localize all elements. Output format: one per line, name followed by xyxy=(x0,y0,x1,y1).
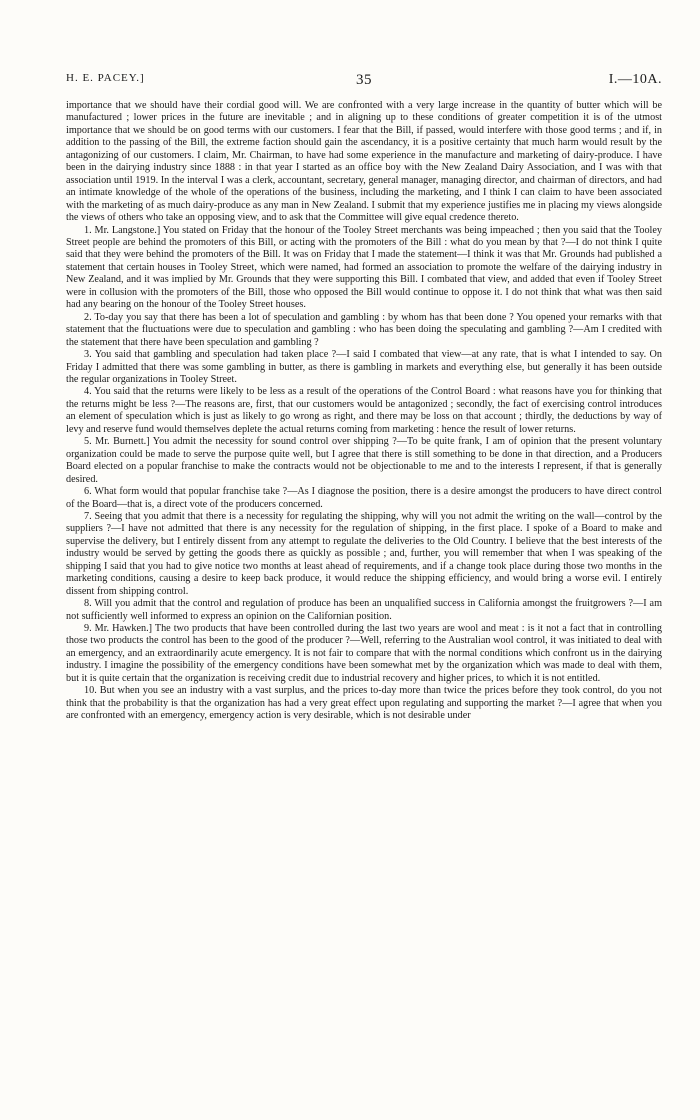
page-number: 35 xyxy=(356,72,372,88)
question-2: 2. To-day you say that there has been a lot of speculation and gambling : by whom has that been done ? You opened your remarks with that statement that the fluctuations were due to speculation and gambling : who has been doing the speculating and gambling ?—Am I credited with the statement that there have been speculation and gambling ? xyxy=(66,311,662,348)
paragraph-continuation: importance that we should have their cordial good will. We are confronted with a very large increase in the quantity of butter which will be manufactured ; lower prices in the future are inevitable ; and in aligning up to these conditions of greater competition it is of the utmost importance that we should be on good terms with our customers. I fear that the Bill, if passed, would interfere with those good terms ; and if, in addition to the passing of the Bill, the extreme faction should gain the ascendancy, it is a positive certainty that much harm would result by the antagonizing of our customers. I claim, Mr. Chairman, to have had some experience in the manufacture and marketing of dairy-produce. I have been in the dairying industry since 1888 : in that year I started as an office boy with the New Zealand Dairy Association, and I was with that association until 1919. In the interval I was a clerk, accountant, secretary, general manager, managing director, and chairman of directors, and had an intimate knowledge of the whole of the operations of the business, including the marketing, and I think I can claim to have been associated with the marketing of as much dairy-produce as any man in New Zealand. I submit that my experience justifies me in placing my views alongside the views of others who take an opposing view, and to ask that the Committee will give equal credence thereto. xyxy=(66,100,662,224)
header-witness-name: H. E. PACEY.] xyxy=(66,72,145,84)
question-8: 8. Will you admit that the control and regulation of produce has been an unqualified success in California amongst the fruitgrowers ?—I am not sufficiently well informed to express an opinion on the Californian position. xyxy=(66,598,662,622)
question-4: 4. You said that the returns were likely to be less as a result of the operations of the Control Board : what reasons have you for thinking that the returns might be less ?—The reasons are, first, that our customers would be antagonized ; secondly, the fact of exercising control introduces an element of speculation which is just as likely to go wrong as right, and there may be loss on that account ; thirdly, the deductions by way of levy and reserve fund would themselves deplete the actual returns coming from marketing : hence the result of lower returns. xyxy=(66,386,662,435)
question-1: 1. Mr. Langstone.] You stated on Friday that the honour of the Tooley Street merchants was being impeached ; then you said that the Tooley Street people are behind the promoters of this Bill, or acting with the promoters of the Bill : what do you mean by that ?—I do not think I quite said that they were behind the promoters of the Bill. It was on Friday that I made the statement—I think it was that Mr. Grounds had published a statement that certain houses in Tooley Street, which were named, had formed an association to promote the welfare of the dairying industry in New Zealand, and it was implied by Mr. Grounds that they were supporting this Bill. I combated that view, and added that even if Tooley Street were in collusion with the promoters of the Bill, those who opposed the Bill would continue to oppose it. I do not think that what was then said had any bearing on the honour of the Tooley Street houses. xyxy=(66,224,662,311)
question-3: 3. You said that gambling and speculation had taken place ?—I said I combated that view—at any rate, that is what I intended to say. On Friday I admitted that there was some gambling in butter, as there is gambling in markets and everything else, but generally it has been outside the regular organizations in Tooley Street. xyxy=(66,349,662,385)
page-body xyxy=(66,100,662,723)
question-9: 9. Mr. Hawken.] The two products that have been controlled during the last two years are wool and meat : is it not a fact that in controlling those two products the control has been to the good of the producer ?—Well, referring to the Australian wool control, it was initiated to deal with an emergency, and an extraordinarily acute emergency. It is not fair to compare that with the normal conditions which confront us in the dairying industry. I imagine the possibility of the emergency conditions have been somewhat met by the organization which was made to deal with them, but it is quite certain that the organization is receiving credit due to industrial recovery and higher prices, to which it is not entitled. xyxy=(66,623,662,684)
page-header xyxy=(66,72,662,92)
question-6: 6. What form would that popular franchise take ?—As I diagnose the position, there is a desire amongst the producers to have direct control of the Board—that is, a direct vote of the producers concerned. xyxy=(66,486,662,510)
question-10: 10. But when you see an industry with a vast surplus, and the prices to-day more than twice the prices before they took control, do you not think that the probability is that the organization has had a very great effect upon regulating and supporting the market ?—I agree that when you are confronted with an emergency, emergency action is very desirable, which is not desirable under xyxy=(66,685,662,722)
question-5: 5. Mr. Burnett.] You admit the necessity for sound control over shipping ?—To be quite frank, I am of opinion that the present voluntary organization could be made to serve the purpose quite well, but I agree that there is still something to be done in that direction, and a Producers Board elected on a popular franchise to make the contracts would not be objectionable to me and to the interests I represent, if that is generally desired. xyxy=(66,436,662,485)
document-reference: I.—10A. xyxy=(608,72,662,87)
question-7: 7. Seeing that you admit that there is a necessity for regulating the shipping, why will you not admit the writing on the wall—control by the suppliers ?—I have not admitted that there is any necessity for the regulation of shipping, in the first place. I spoke of a Board to make and supervise the delivery, but I entirely dissent from any attempt to regulate the deliveries to the Old Country. I believe that the best interests of the industry would be served by getting the goods there as quickly as possible ; and, further, you will remember that when I was speaking of the shipping I said that you had to give notice two months at least ahead of requirements, and if a change took place during those two months in the marketing conditions, causing a desire to keep back produce, it would reduce the shipping efficiency, and would bring a worse evil. I entirely dissent from shipping control. xyxy=(66,510,662,597)
